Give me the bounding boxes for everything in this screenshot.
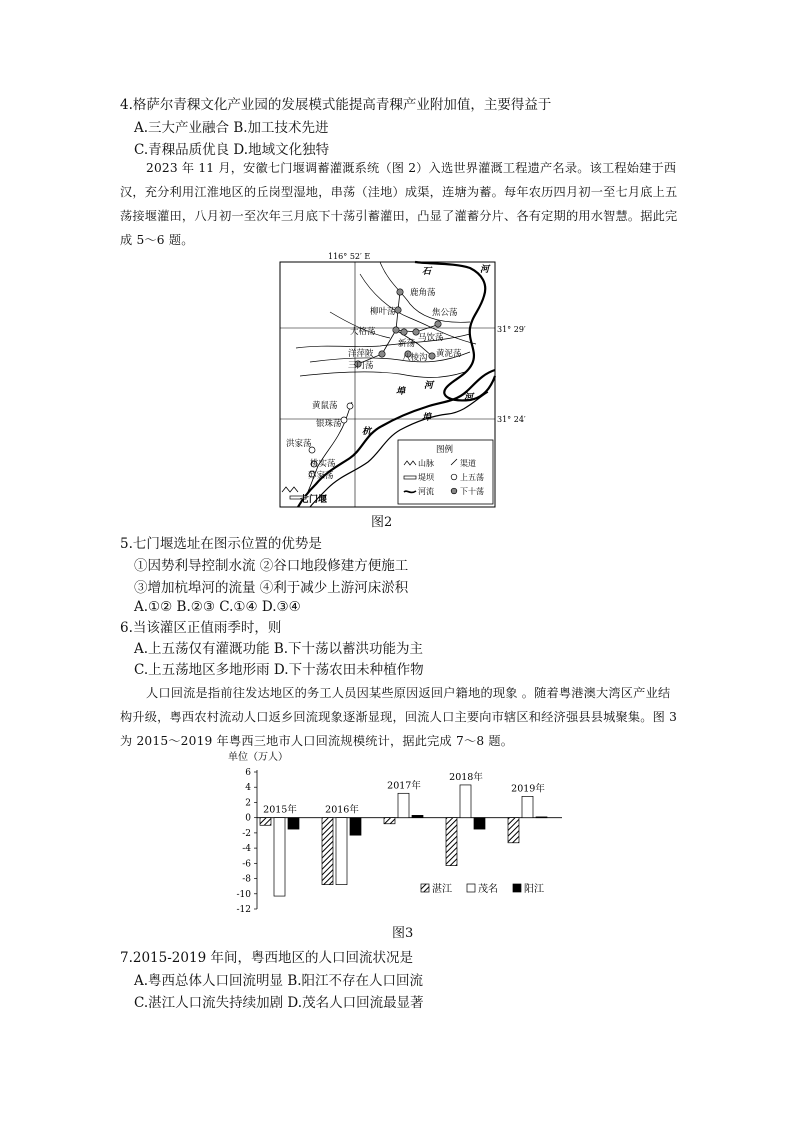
bar-2-4 — [460, 785, 471, 818]
q4-options-ab: A.三大产业融合 B.加工技术先进 — [134, 120, 329, 136]
legend-mountain: 山脉 — [418, 459, 434, 468]
map-legend — [398, 440, 493, 504]
y-tick-label: -12 — [236, 905, 251, 915]
category-label: 2018年 — [449, 771, 483, 783]
label-qimenyan: 七门堰 — [300, 495, 328, 505]
legend-canal: 渠道 — [460, 459, 476, 468]
q5-items-34: ③增加杭埠河的流量 ④利于减少上游河床淤积 — [134, 580, 409, 596]
y-tick-label: 0 — [245, 813, 251, 824]
label-hongjia: 洪家荡 — [286, 439, 312, 449]
legend-label: 茂名 — [478, 884, 498, 895]
dam-icon — [404, 476, 416, 479]
legend-upper: 上五荡 — [460, 473, 484, 482]
label-river-shi-1: 石 — [422, 267, 432, 277]
bar-1-3 — [384, 818, 395, 824]
label-river-shi-2: 河 — [480, 265, 490, 275]
label-jiaogong: 焦公荡 — [432, 308, 458, 318]
label-dage: 大格荡 — [350, 327, 376, 337]
label-baling: 八棱沟 — [402, 353, 428, 363]
bar-3-5 — [536, 817, 547, 818]
label-huangni: 黄泥荡 — [436, 349, 462, 359]
label-lujiao: 鹿角荡 — [410, 288, 436, 298]
label-sanmen: 三门荡 — [348, 361, 374, 371]
category-label: 2015年 — [263, 804, 297, 816]
bar-1-4 — [446, 818, 457, 866]
marker-yinzhu — [341, 417, 347, 423]
label-yinzhu: 银珠荡 — [316, 419, 342, 429]
passage-qimenyan: 2023 年 11 月，安徽七门堰调蓄灌溉系统（图 2）入选世界灌溉工程遗产名录。该工程始建于西汉，充分利用江淮地区的丘岗型湿地，串荡（洼地）成渠，连塘为蓄。每年农历四月初一至七月底上五荡接堰灌田，八月初一至次年三月底下十荡引蓄灌田，凸显了灌蓄分片、各有定期的用水智慧。据此完成 5～6 题。 — [120, 161, 678, 247]
latitude-label-bottom: 31° 24′ — [497, 415, 526, 424]
passage-population: 人口回流是指前往发达地区的务工人员因某些原因返回户籍地的现象 。随着粤港澳大湾区产业结构升级，粤西农村流动人口返乡回流现象逐渐显现，回流人口主要向市辖区和经济强县县城聚集。图 3 为 2015～2019 年粤西三地市人口回流规模统计，据此完成 7～8 题。 — [120, 686, 678, 748]
legend-label: 阳江 — [524, 884, 544, 895]
y-tick-label: 2 — [245, 798, 251, 809]
marker-jiaogong — [435, 321, 441, 327]
bar-3-4 — [474, 818, 485, 829]
label-taoshi: 桃实荡 — [310, 459, 336, 469]
lower-pond-icon — [451, 488, 457, 494]
label-river-hang-1: 杭 — [362, 427, 372, 437]
label-river-hang-3: 河 — [424, 381, 434, 391]
upper-pond-icon — [451, 474, 457, 480]
bar-3-1 — [288, 818, 299, 829]
legend-dam: 堤坝 — [418, 473, 434, 482]
q4-stem: 4.格萨尔青稞文化产业园的发展模式能提高青稞产业附加值，主要得益于 — [120, 97, 552, 113]
marker-liuye — [395, 307, 401, 313]
legend-label: 湛江 — [432, 884, 452, 895]
y-tick-label: 6 — [245, 768, 251, 778]
figure-2-caption: 图2 — [371, 515, 393, 530]
category-label: 2017年 — [387, 780, 421, 792]
q6-options-cd: C.上五荡地区多地形雨 D.下十荡农田未种植作物 — [134, 662, 424, 678]
q5-options: A.①② B.②③ C.①④ D.③④ — [134, 599, 301, 615]
category-label: 2016年 — [325, 804, 359, 816]
q7-options-cd: C.湛江人口流失持续加剧 D.茂名人口回流最显著 — [134, 995, 424, 1011]
y-tick-label: -4 — [242, 844, 251, 855]
bar-3-2 — [350, 818, 361, 836]
legend-title: 图例 — [436, 445, 454, 455]
legend-swatch — [467, 884, 475, 892]
bar-1-5 — [508, 818, 519, 843]
y-tick-label: -6 — [242, 859, 251, 870]
category-label: 2019年 — [511, 783, 545, 795]
figure-2-map — [270, 252, 560, 514]
legend-swatch — [421, 884, 429, 892]
q7-options-ab: A.粤西总体人口回流明显 B.阳江不存在人口回流 — [134, 973, 424, 989]
label-yangping: 洋萍陂 — [348, 349, 374, 359]
bar-3-3 — [412, 815, 423, 817]
bar-2-1 — [274, 818, 285, 896]
marker-xindang — [401, 329, 407, 335]
marker-huangni — [429, 353, 435, 359]
q6-options-ab: A.上五荡仅有灌溉功能 B.下十荡以蓄洪功能为主 — [134, 641, 424, 657]
latitude-label-top: 31° 29′ — [497, 325, 526, 334]
figure-3-chart — [222, 748, 572, 920]
bar-2-2 — [336, 818, 347, 885]
bar-1-2 — [322, 818, 333, 885]
label-liuye: 柳叶荡 — [370, 307, 396, 317]
q4-options-cd: C.青稞品质优良 D.地域文化独特 — [134, 142, 330, 158]
marker-yangping — [379, 351, 385, 357]
label-sujia: 苏家荡 — [308, 471, 334, 481]
q5-items-12: ①因势利导控制水流 ②谷口地段修建方便施工 — [134, 558, 409, 574]
bar-2-3 — [398, 793, 409, 817]
marker-lujiao — [397, 289, 403, 295]
longitude-label: 116° 52′ E — [328, 252, 371, 261]
label-river-hang-4: 埠 — [422, 413, 432, 423]
y-tick-label: -2 — [242, 828, 251, 839]
shi-river — [415, 262, 495, 400]
q5-stem: 5.七门堰选址在图示位置的优势是 — [120, 536, 322, 552]
label-xindang: 新荡 — [398, 339, 416, 349]
bar-2-5 — [522, 796, 533, 817]
legend-river: 河流 — [418, 487, 434, 496]
y-tick-label: -10 — [236, 889, 251, 900]
figure-3-caption: 图3 — [392, 926, 414, 941]
legend-swatch — [513, 884, 521, 892]
label-huangshu: 黄鼠荡 — [312, 401, 338, 411]
y-tick-label: 4 — [245, 783, 251, 794]
y-tick-label: -8 — [242, 874, 251, 885]
legend-lower: 下十荡 — [460, 487, 484, 496]
y-axis-unit-label: 单位（万人） — [228, 752, 288, 763]
q7-stem: 7.2015-2019 年间，粤西地区的人口回流状况是 — [120, 950, 413, 966]
marker-dage — [393, 327, 399, 333]
label-river-hang-2: 埠 — [396, 387, 406, 397]
bar-1-1 — [260, 818, 271, 826]
marker-huangshu — [347, 403, 353, 409]
label-river-hang-5: 河 — [464, 393, 474, 403]
label-mayin: 马饮荡 — [418, 333, 444, 343]
q6-stem: 6.当该灌区正值雨季时，则 — [120, 620, 282, 636]
